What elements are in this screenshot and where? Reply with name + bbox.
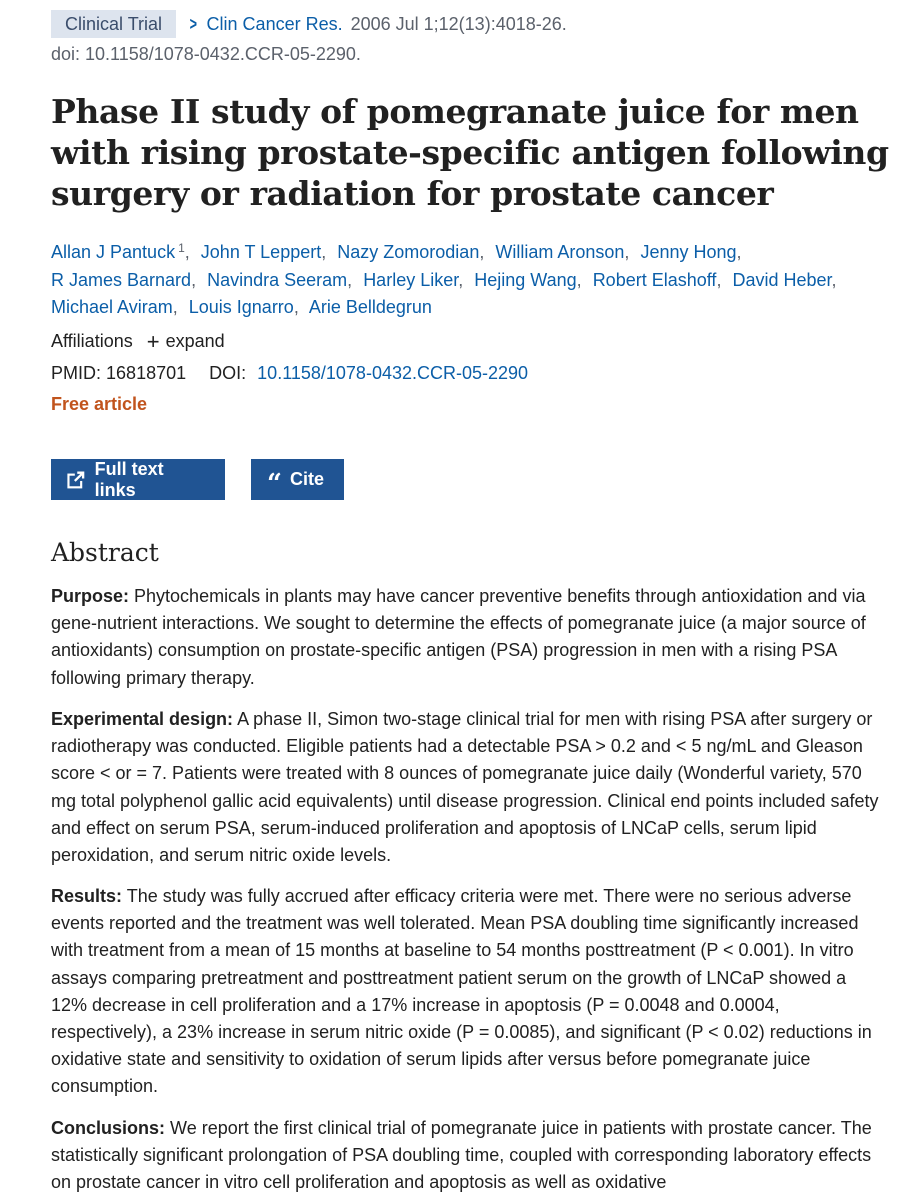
citation-details: 2006 Jul 1;12(13):4018-26. bbox=[350, 13, 567, 34]
author-link[interactable]: Jenny Hong bbox=[640, 242, 737, 262]
doi-label: DOI: bbox=[209, 363, 247, 383]
doi-link[interactable]: 10.1158/1078-0432.CCR-05-2290 bbox=[257, 363, 529, 383]
pmid-label: PMID: bbox=[51, 363, 102, 383]
author-link[interactable]: Robert Elashoff bbox=[592, 269, 717, 290]
pmid-value: 16818701 bbox=[106, 363, 187, 383]
author-list: Allan J Pantuck $^1$, John T Leppert, Nazy Zomorodian, William Aronson, Jenny Hong, R James Barnard, Navindra Seeram, Harley Liker, Hejing Wang, Robert Elashoff, David Heber, Michael Aviram, Louis Ignarro, Arie Belldegrun bbox=[51, 241, 837, 317]
results-text: The study was fully accrued after efficacy criteria were met. There were no serious adverse events reported and the treatment was well tolerated. Mean PSA doubling time significantly increased with treatment from a mean of 15 months at baseline to 54 months posttreatment (P < 0.001). In vitro assays comparing pretreatment and posttreatment patient serum on the growth of LNCaP showed a 12% decrease in cell proliferation and a 17% increase in apoptosis (P = 0.0048 and 0.0004, respectively), a 23% increase in serum nitric oxide (P = 0.0085), and significant (P < 0.02) reductions in oxidative state and sensitivity to oxidation of serum lipids after versus before pomegranate juice consumption. bbox=[51, 886, 872, 1097]
design-text: A phase II, Simon two-stage clinical trial for men with rising PSA after surgery or radiotherapy was conducted. Eligible patients had a detectable PSA > 0.2 and < 5 ng/mL and Gleason score < or = 7. Patients were treated with 8 ounces of pomegranate juice daily (Wonderful variety, 570 mg total polyphenol gallic acid equivalents) until disease progression. Clinical end points included safety and effect on serum PSA, serum-induced proliferation and apoptosis of LNCaP cells, serum lipid peroxidation, and serum nitric oxide levels. bbox=[51, 709, 879, 866]
abstract-results bbox=[51, 883, 881, 1101]
author-link[interactable]: Louis Ignarro bbox=[188, 297, 294, 317]
purpose-text: Phytochemicals in plants may have cancer preventive benefits through antioxidation and via gene-nutrient interactions. We sought to determine the effects of pomegranate juice (a major source of antioxidants) consumption on prostate-specific antigen (PSA) progression in men with a rising PSA following primary therapy. bbox=[51, 586, 866, 688]
free-article-label: Free article bbox=[51, 394, 148, 414]
purpose-label: Purpose: bbox=[51, 586, 130, 606]
author-link[interactable]: William Aronson bbox=[495, 242, 625, 262]
abstract-conclusions bbox=[51, 1115, 881, 1197]
abstract-design bbox=[51, 706, 881, 869]
author-link[interactable]: David Heber bbox=[732, 269, 832, 290]
author-link[interactable]: Allan J Pantuck bbox=[51, 242, 176, 262]
abstract-heading: Abstract bbox=[51, 538, 159, 567]
article-title: Phase II study of pomegranate juice for men with rising prostate-specific antigen following surgery or radiation for prostate cancer bbox=[51, 92, 889, 213]
expand-link[interactable]: expand bbox=[165, 331, 225, 351]
full-text-links-button[interactable] bbox=[51, 459, 225, 500]
author-link[interactable]: John T Leppert bbox=[200, 242, 322, 262]
citation-bar bbox=[51, 10, 567, 38]
article-type-badge: Clinical Trial bbox=[51, 10, 176, 38]
author-link[interactable]: Michael Aviram bbox=[51, 297, 173, 317]
cite-button[interactable] bbox=[251, 459, 344, 500]
conclusions-label: Conclusions: bbox=[51, 1118, 166, 1138]
affiliations-label: Affiliations bbox=[51, 331, 133, 351]
results-label: Results: bbox=[51, 886, 123, 906]
affiliations-toggle[interactable] bbox=[51, 328, 225, 354]
quote-icon: “ bbox=[267, 468, 280, 499]
plus-icon[interactable]: + bbox=[146, 328, 160, 354]
abstract-purpose bbox=[51, 583, 881, 692]
identifiers bbox=[51, 363, 528, 384]
design-label: Experimental design: bbox=[51, 709, 234, 729]
author-link[interactable]: R James Barnard bbox=[51, 269, 192, 290]
cite-label: Cite bbox=[289, 469, 324, 489]
chevron-right-icon[interactable]: > bbox=[189, 13, 197, 34]
journal-link[interactable]: Clin Cancer Res. bbox=[206, 13, 343, 34]
full-text-links-label: Full text links bbox=[94, 458, 164, 500]
doi-line: doi: 10.1158/1078-0432.CCR-05-2290. bbox=[51, 44, 361, 64]
author-link[interactable]: Harley Liker bbox=[363, 269, 459, 290]
author-link[interactable]: Hejing Wang bbox=[474, 269, 577, 290]
author-link[interactable]: Nazy Zomorodian bbox=[337, 242, 480, 262]
external-link-icon bbox=[67, 471, 85, 489]
author-link[interactable]: Navindra Seeram bbox=[207, 269, 348, 290]
author-link[interactable]: Arie Belldegrun bbox=[308, 297, 432, 317]
conclusions-text: We report the first clinical trial of pomegranate juice in patients with prostate cancer. The statistically significant prolongation of PSA doubling time, coupled with corresponding laboratory effects on prostate cancer in vitro cell proliferation and apoptosis as well as oxidative bbox=[51, 1118, 872, 1193]
affiliation-superscript[interactable]: 1 bbox=[178, 241, 185, 255]
